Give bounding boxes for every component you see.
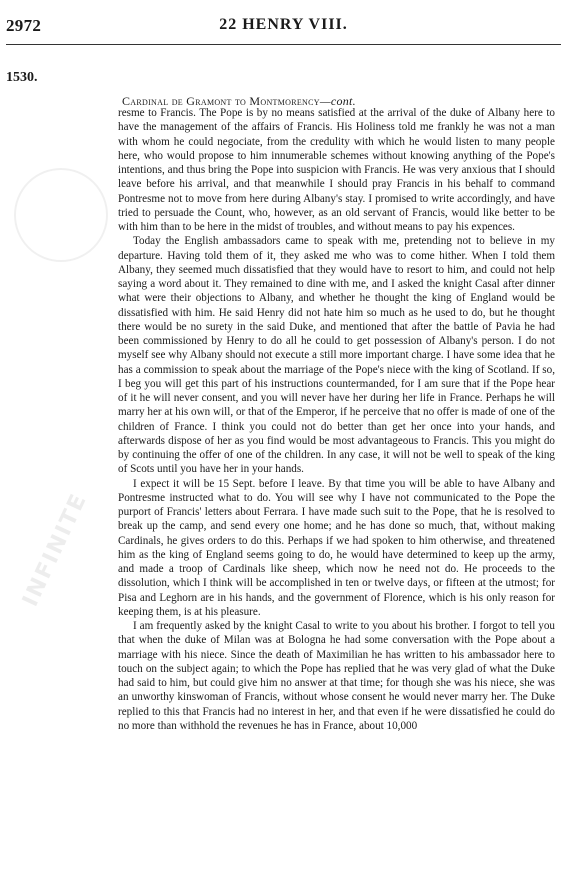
- page-header: [0, 16, 567, 40]
- section-heading-title: Cardinal de Gramont to Montmorency: [122, 94, 320, 108]
- paragraph: I am frequently asked by the knight Casal to write to you about his brother. I forgot to tell you that when the duke of Milan was at Bologna he had some conversation with the Pope about a marriage with his niece. Since the death of Maximilian he has written to his ambassador here to touch on the subject again; to which the Pope has replied that he was very glad of what the Duke had said to him, but could give him no answer at that time; for though she was his niece, she was an unworthy kinswoman of Francis, without whose consent he would never marry her. The Duke replied to this that Francis had no interest in her, and that even if he were dissatisfied he could do no more than withhold the revenues he has in France, about 10,000: [118, 620, 555, 732]
- page-number: 2972: [6, 16, 42, 35]
- header-rule: [6, 44, 561, 45]
- running-head: 22 HENRY VIII.: [219, 16, 348, 33]
- margin-year: 1530.: [6, 70, 38, 85]
- paragraph: resme to Francis. The Pope is by no means satisfied at the arrival of the duke of Albany here to have the management of the affairs of Francis. His Holiness told me frankly he was not a man with whom he could negociate, from the credulity with which he would listen to many people here, who would propose to him innumerable schemes without knowing anything of the Pope's intentions, and thus bring the Pope into suspicion with Francis. He was very anxious that I should leave before his arrival, and that meanwhile I should pray Francis in his behalf to command Pontresme not to move from here during Albany's stay. I promised to write accordingly, and have tried to persuade the Count, who, however, as an old servant of Francis, would like better to be with him than to be here in the midst of troubles, and without means to pay his expences.: [118, 107, 555, 233]
- watermark-text: INFINITE: [18, 489, 93, 611]
- body-text: [118, 106, 555, 733]
- paragraph: Today the English ambassadors came to speak with me, pretending not to believe in my departure. Having told them of it, they asked me who was to come hither. When I told them Albany, they seemed much dissatisfied that they would have to resort to him, and could not help saying a word about it. They remained to dine with me, and I asked the knight Casal after dinner what were their objections to Albany, and whether he thought the king of England would be dissatisfied with him. He said Henry did not hate him so much as he used to do, but he thought there would be no surety in the said Duke, and mentioned that after the battle of Pavia he had been commissioned by Henry to do all he could to get possession of Albany's person. I do not myself see why Albany should not execute a still more important charge. I have some idea that he has a commission to speak about the marriage of the Pope's niece with the king of Scotland. If so, I beg you will get this part of his instructions countermanded, for I am sure that if the Pope hear of it he will never consent, and you will never have her during her life in France. Perhaps he will marry her at his own will, or that of the Emperor, if he perceive that no offer is made of one of the children of France. I think you could not do better than get her once into your hands, and afterwards dispose of her as you find would be most advantageous to Francis. This you might do by continuing the offer of one of the children. In any case, it will not be well to speak of the king of Scots until you have her in your hands.: [118, 235, 555, 476]
- library-seal-stamp: [14, 168, 108, 262]
- section-heading-cont: —cont.: [319, 94, 356, 108]
- paragraph: I expect it will be 15 Sept. before I leave. By that time you will be able to have Albany and Pontresme instructed what to do. You will see why I have not communicated to the Pope the purport of Francis' letters about Ferrara. I have made such suit to the Pope, that he is resolved to break up the camp, and send every one home; and he has done so much, that, without making Cardinals, he gives orders to do this. Perhaps if we had spoken to him otherwise, and threatened him as the king of England seems going to do, he would have determined to keep up the army, and made a troop of Cardinals like sheep, which now he need not do. He proceeds to the dissolution, which I think will be accomplished in ten or twelve days, or fifteen at the utmost; for Pisa and Leghorn are in his hands, and the government of Florence, which is his only reason for keeping them, is at his pleasure.: [118, 477, 555, 618]
